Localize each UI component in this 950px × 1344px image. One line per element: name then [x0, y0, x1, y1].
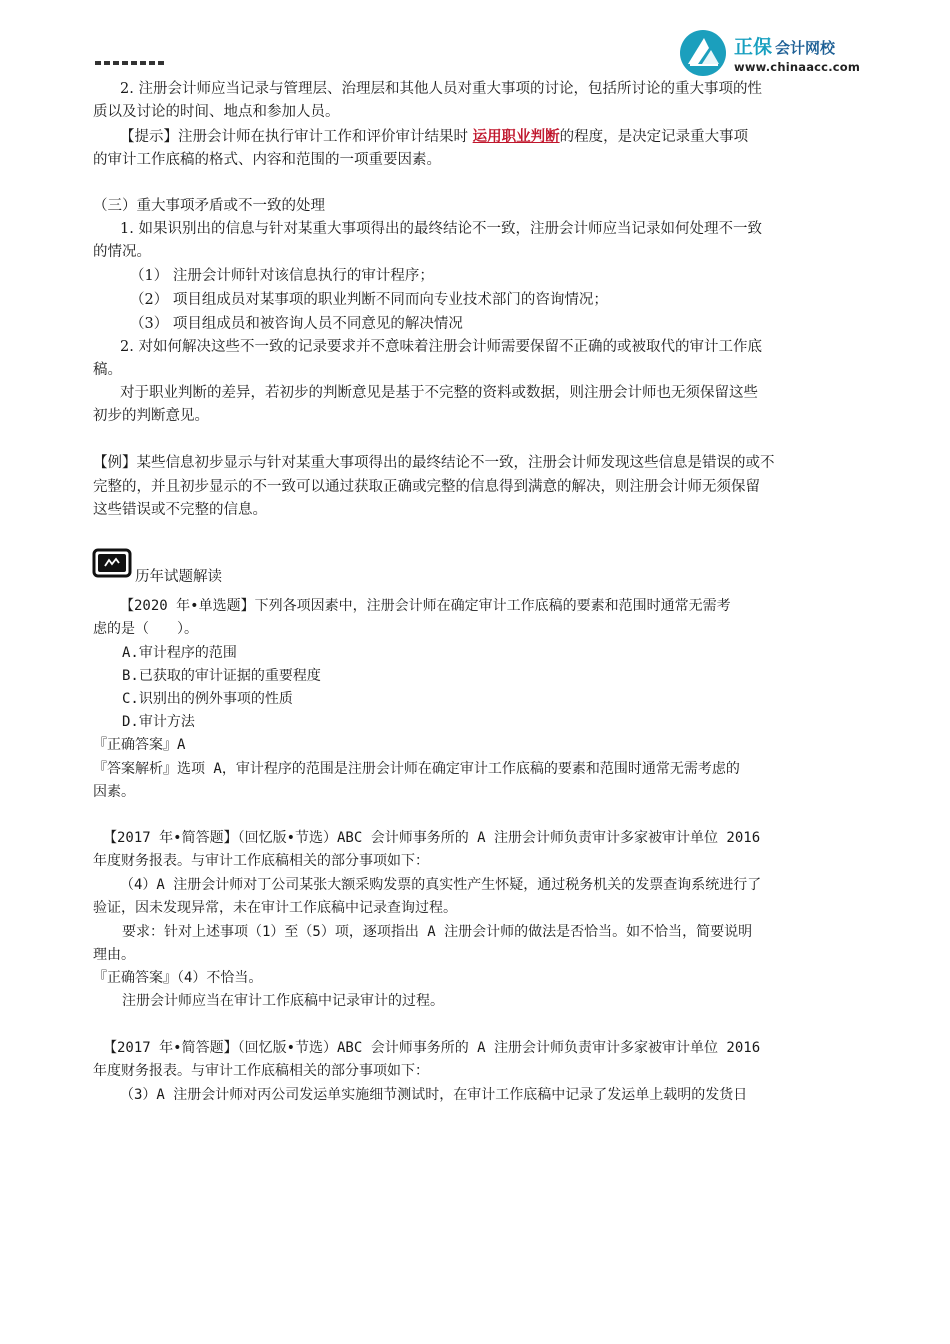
example-line-1: 【例】某些信息初步显示与针对某重大事项得出的最终结论不一致，注册会计师发现这些信息是错误的或不 — [93, 455, 775, 471]
option-b: B.已获取的审计证据的重要程度 — [122, 668, 321, 684]
b-paragraph-3-line-1: 对于职业判断的差异，若初步的判断意见是基于不完整的资料或数据，则注册会计师也无须保留这些 — [120, 385, 758, 401]
list-item-2: （2） 项目组成员对某事项的职业判断不同而向专业技术部门的咨询情况； — [130, 292, 608, 308]
logo-title: 正保 会计网校 — [734, 36, 836, 58]
q2-item-line-1: （4）A 注册会计师对丁公司某张大额采购发票的真实性产生怀疑，通过税务机关的发票查询系统进行了 — [120, 877, 762, 893]
q2-requirement-line-2: 理由。 — [93, 947, 135, 963]
b-paragraph-2-line-1: 2. 对如何解决这些不一致的记录要求并不意味着注册会计师需要保留不正确的或被取代的审计工作底 — [120, 339, 762, 355]
example-line-3: 这些错误或不完整的信息。 — [93, 502, 267, 518]
q1-explanation-line-1: 『答案解析』选项 A，审计程序的范围是注册会计师在确定审计工作底稿的要素和范围时通常无需考虑的 — [93, 761, 740, 777]
cropped-text-line — [95, 58, 165, 66]
logo-url: www.chinaacc.com — [734, 60, 861, 74]
q1-line-1: 【2020 年•单选题】下列各项因素中，注册会计师在确定审计工作底稿的要素和范围时通常无需考 — [120, 598, 731, 614]
paragraph-2-line-1: 2. 注册会计师应当记录与管理层、治理层和其他人员对重大事项的讨论，包括所讨论的重大事项的性 — [120, 81, 762, 97]
highlight-professional-judgment: 运用职业判断 — [472, 128, 560, 145]
q1-line-2: 虑的是（ ）。 — [93, 621, 198, 637]
exam-board-icon — [92, 548, 132, 580]
q1-answer: 『正确答案』A — [93, 737, 186, 753]
section-heading: （三）重大事项矛盾或不一致的处理 — [93, 198, 325, 214]
paragraph-2-line-2: 质以及讨论的时间、地点和参加人员。 — [93, 104, 340, 120]
q3-line-2: 年度财务报表。与审计工作底稿相关的部分事项如下： — [93, 1063, 429, 1079]
logo-text — [734, 32, 860, 74]
q3-line-1: 【2017 年•简答题】（回忆版•节选）ABC 会计师事务所的 A 注册会计师负责审计多家被审计单位 2016 — [103, 1040, 761, 1056]
q2-requirement-line-1: 要求：针对上述事项（1）至（5）项，逐项指出 A 注册会计师的做法是否恰当。如不恰当，简要说明 — [122, 924, 753, 940]
q2-answer-detail: 注册会计师应当在审计工作底稿中记录审计的过程。 — [122, 993, 444, 1009]
b-paragraph-1-line-2: 的情况。 — [93, 244, 151, 260]
logo-subtitle: 会计网校 — [775, 39, 836, 57]
q1-explanation-line-2: 因素。 — [93, 784, 135, 800]
b-paragraph-1-line-1: 1. 如果识别出的信息与针对某重大事项得出的最终结论不一致，注册会计师应当记录如何处理不一致 — [120, 221, 762, 237]
b-paragraph-3-line-2: 初步的判断意见。 — [93, 408, 209, 424]
list-item-3: （3） 项目组成员和被咨询人员不同意见的解决情况 — [130, 316, 463, 332]
option-c: C.识别出的例外事项的性质 — [122, 691, 293, 707]
logo-mark-icon — [678, 28, 728, 78]
list-item-1: （1） 注册会计师针对该信息执行的审计程序； — [130, 268, 434, 284]
tip-line-1: 【提示】注册会计师在执行审计工作和评价审计结果时 运用职业判断的程度，是决定记录重大事项 — [120, 128, 749, 145]
q2-line-1: 【2017 年•简答题】（回忆版•节选）ABC 会计师事务所的 A 注册会计师负责审计多家被审计单位 2016 — [103, 830, 761, 846]
b-paragraph-2-line-2: 稿。 — [93, 362, 122, 378]
option-a: A.审计程序的范围 — [122, 645, 237, 661]
option-d: D.审计方法 — [122, 714, 195, 730]
q2-line-2: 年度财务报表。与审计工作底稿相关的部分事项如下： — [93, 853, 429, 869]
q2-answer: 『正确答案』（4）不恰当。 — [93, 970, 263, 986]
q2-item-line-2: 验证，因未发现异常，未在审计工作底稿中记录查询过程。 — [93, 900, 457, 916]
q3-item-line-1: （3）A 注册会计师对丙公司发运单实施细节测试时，在审计工作底稿中记录了发运单上载明的发货日 — [120, 1087, 748, 1103]
exam-section-title: 历年试题解读 — [135, 569, 222, 585]
brand-logo — [678, 28, 878, 78]
tip-line-2: 的审计工作底稿的格式、内容和范围的一项重要因素。 — [93, 152, 441, 168]
example-line-2: 完整的，并且初步显示的不一致可以通过获取正确或完整的信息得到满意的解决，则注册会计师无须保留 — [93, 479, 760, 495]
